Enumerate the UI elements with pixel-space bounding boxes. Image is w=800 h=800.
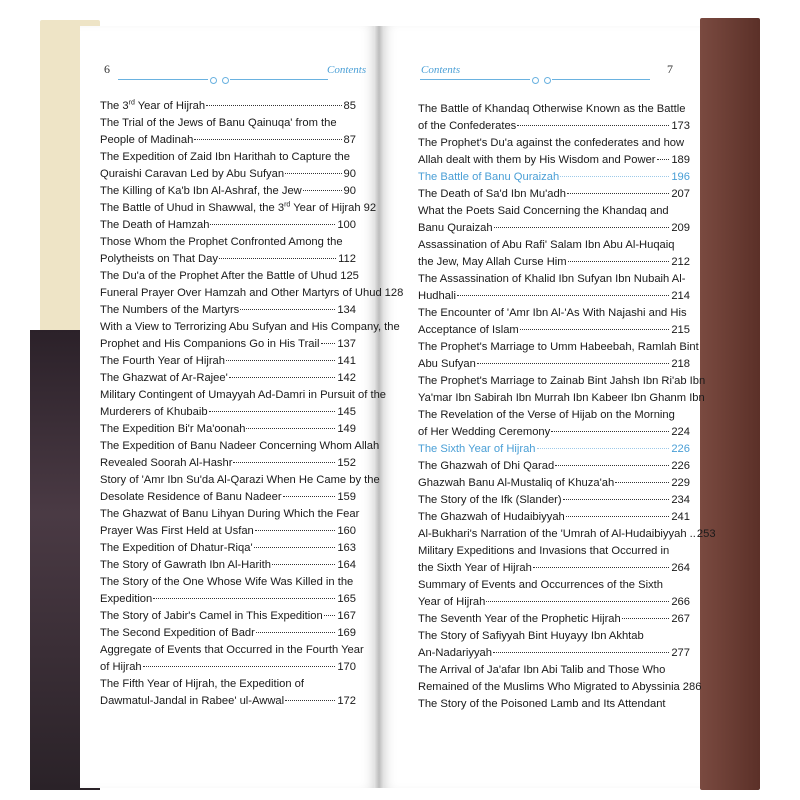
toc-entry-title-line: Allah dealt with them by His Wisdom and Power — [418, 154, 656, 166]
toc-entry-title-line: Acceptance of Islam — [418, 324, 519, 336]
right-contents-list — [418, 101, 716, 713]
toc-entry — [100, 319, 400, 353]
toc-entry — [100, 608, 356, 625]
toc-entry-title-line: The Ghazwah of Dhi Qarad — [418, 460, 555, 472]
toc-entry-title-line: The Ghazwah of Hudaibiyyah — [418, 511, 565, 523]
toc-entry — [100, 200, 377, 217]
left-contents-list — [100, 98, 404, 710]
toc-entry — [418, 203, 690, 237]
toc-entry — [100, 557, 356, 574]
toc-entry-title-line: The Story of Safiyyah Bint Huyayy Ibn Akhtab — [418, 630, 644, 642]
toc-page-number: 209 — [671, 222, 690, 234]
toc-entry-title-line: Year of Hijrah — [418, 596, 486, 608]
toc-entry-title-line: The Arrival of Ja'afar Ibn Abi Talib and Those Who — [418, 664, 666, 676]
toc-entry — [418, 271, 690, 305]
toc-entry-title-line: Those Whom the Prophet Confronted Among the — [100, 236, 343, 248]
dot-leader — [520, 329, 670, 330]
toc-entry-title-line: The Ghazwat of Banu Lihyan During Which the Fear — [100, 508, 360, 520]
toc-page-number: 267 — [671, 613, 690, 625]
toc-page-number: 128 — [384, 287, 404, 299]
toc-page-number: 264 — [671, 562, 690, 574]
toc-entry — [100, 217, 356, 234]
toc-entry — [100, 234, 356, 268]
toc-page-number: 164 — [337, 559, 356, 571]
toc-page-number: 134 — [337, 304, 356, 316]
toc-entry-title-line: of Her Wedding Ceremony — [418, 426, 551, 438]
dot-leader — [283, 496, 336, 497]
dot-leader — [143, 666, 336, 667]
toc-entry — [418, 339, 699, 373]
toc-entry — [100, 642, 364, 676]
toc-page-number: 207 — [671, 188, 690, 200]
toc-page-number: 286 — [682, 681, 702, 693]
toc-entry-title-line: Assassination of Abu Rafi' Salam Ibn Abu Al-Huqaiq — [418, 239, 675, 251]
toc-entry-title-line: The Numbers of the Martyrs — [100, 304, 240, 316]
toc-page-number: 165 — [337, 593, 356, 605]
toc-entry-title-line: Quraishi Caravan Led by Abu Sufyan — [100, 168, 285, 180]
toc-entry — [100, 98, 356, 115]
dot-leader — [226, 360, 335, 361]
toc-entry — [418, 458, 690, 475]
toc-entry — [418, 305, 690, 339]
toc-page-number: 212 — [671, 256, 690, 268]
toc-entry — [100, 387, 387, 421]
toc-page-number: 87 — [343, 134, 356, 146]
dot-leader — [555, 465, 669, 466]
toc-entry — [418, 475, 690, 492]
toc-page-number: 141 — [337, 355, 356, 367]
toc-entry-title-line: The Sixth Year of Hijrah — [418, 443, 536, 455]
toc-entry-title-line: The Story of the Poisoned Lamb and Its Attendant — [418, 698, 666, 710]
dot-leader — [457, 295, 669, 296]
toc-entry-title-line: The Death of Hamzah — [100, 219, 210, 231]
right-page-number: 7 — [667, 62, 673, 76]
toc-entry — [100, 676, 356, 710]
dot-leader — [285, 700, 335, 701]
toc-entry-title-line: Banu Quraizah — [418, 222, 493, 234]
toc-entry — [100, 353, 356, 370]
dot-leader — [494, 227, 670, 228]
toc-entry-title-line: The Trial of the Jews of Banu Qainuqa' from the — [100, 117, 337, 129]
dot-leader — [272, 564, 335, 565]
dot-leader — [657, 159, 670, 160]
toc-entry — [418, 509, 690, 526]
toc-page-number: 229 — [671, 477, 690, 489]
left-running-head: Contents — [327, 64, 367, 76]
toc-entry-title-line: the Jew, May Allah Curse Him — [418, 256, 567, 268]
toc-entry-title-line: Hudhali — [418, 290, 456, 302]
dot-leader — [567, 193, 669, 194]
dot-leader — [321, 343, 336, 344]
toc-entry-title-line: The Killing of Ka'b Ibn Al-Ashraf, the Jew — [100, 185, 302, 197]
toc-entry-title-line: The Expedition Bi'r Ma'oonah — [100, 423, 246, 435]
dot-leader — [622, 618, 670, 619]
toc-entry-title-line: The Seventh Year of the Prophetic Hijrah — [418, 613, 621, 625]
toc-entry-title-line: Al-Bukhari's Narration of the 'Umrah of Al-Hudaibiyyah .. — [418, 528, 696, 540]
toc-entry — [100, 183, 356, 200]
toc-entry-title-line: Revealed Soorah Al-Hashr — [100, 457, 233, 469]
toc-entry-title-line: The Story of Jabir's Camel in This Expedition — [100, 610, 323, 622]
toc-entry — [418, 611, 690, 628]
toc-entry — [418, 492, 690, 509]
left-header-ornament — [118, 76, 328, 84]
toc-entry-title-line: of Hijrah — [100, 661, 142, 673]
toc-page-number: 85 — [343, 100, 356, 112]
dot-leader — [551, 431, 669, 432]
toc-entry-title-line: the Sixth Year of Hijrah — [418, 562, 532, 574]
dot-leader — [615, 482, 669, 483]
toc-page-number: 224 — [671, 426, 690, 438]
dot-leader — [209, 411, 336, 412]
toc-entry — [100, 540, 356, 557]
toc-page-number: 145 — [337, 406, 356, 418]
toc-entry — [418, 186, 690, 203]
toc-entry-title-line: The Encounter of 'Amr Ibn Al-'As With Najashi and His — [418, 307, 687, 319]
dot-leader — [233, 462, 335, 463]
toc-entry-title-line: Abu Sufyan — [418, 358, 476, 370]
toc-entry-title-line: The Assassination of Khalid Ibn Sufyan Ibn Nubaih Al- — [418, 273, 686, 285]
toc-page-number: 241 — [671, 511, 690, 523]
dot-leader — [566, 516, 670, 517]
toc-entry-title-line: The Prophet's Du'a against the confederates and how — [418, 137, 685, 149]
toc-entry-title-line: Prayer Was First Held at Usfan — [100, 525, 254, 537]
dot-leader — [229, 377, 336, 378]
toc-entry-title-line: The Story of the One Whose Wife Was Killed in the — [100, 576, 354, 588]
toc-entry-title-line: Desolate Residence of Banu Nadeer — [100, 491, 282, 503]
toc-entry-title-line: The Fifth Year of Hijrah, the Expedition of — [100, 678, 304, 690]
toc-entry — [418, 662, 702, 696]
dot-leader — [240, 309, 335, 310]
toc-entry — [418, 696, 690, 713]
toc-page-number: 90 — [343, 168, 356, 180]
toc-entry — [100, 506, 360, 540]
toc-entry-title-line: Prophet and His Companions Go in His Trail — [100, 338, 320, 350]
toc-page-number: 125 — [340, 270, 359, 282]
dot-leader — [153, 598, 335, 599]
toc-page-number: 215 — [671, 324, 690, 336]
toc-page-number: 170 — [337, 661, 356, 673]
toc-entry-title-line: The Revelation of the Verse of Hijab on the Morning — [418, 409, 675, 421]
toc-page-number: 218 — [671, 358, 690, 370]
toc-section-heading — [418, 169, 690, 186]
dot-leader — [537, 448, 670, 449]
toc-page-number: 277 — [671, 647, 690, 659]
dot-leader — [493, 652, 669, 653]
book-gutter — [374, 26, 384, 788]
toc-page-number: 169 — [337, 627, 356, 639]
dot-leader — [285, 173, 341, 174]
toc-entry-title-line: The Ghazwat of Ar-Rajee' — [100, 372, 228, 384]
toc-entry — [100, 285, 404, 302]
dot-leader — [568, 261, 670, 262]
toc-entry-title-line: The Prophet's Marriage to Zainab Bint Jahsh Ibn Ri'ab Ibn — [418, 375, 706, 387]
toc-entry-title-line: An-Nadariyyah — [418, 647, 492, 659]
dot-leader — [560, 176, 669, 177]
toc-page-number: 173 — [671, 120, 690, 132]
toc-entry-title-line: Remained of the Muslims Who Migrated to Abyssinia — [418, 681, 680, 693]
book-cover-right-edge — [700, 18, 760, 790]
toc-section-heading — [418, 441, 690, 458]
toc-entry — [100, 302, 356, 319]
toc-page-number: 90 — [343, 185, 356, 197]
toc-entry-title-line: Funeral Prayer Over Hamzah and Other Martyrs of Uhud — [100, 287, 382, 299]
toc-entry-title-line: The Expedition of Zaid Ibn Harithah to Capture the — [100, 151, 351, 163]
toc-entry — [100, 421, 356, 438]
toc-page-number: 172 — [337, 695, 356, 707]
right-running-head: Contents — [421, 64, 461, 76]
toc-entry-title-line: Murderers of Khubaib — [100, 406, 208, 418]
toc-entry-title-line: What the Poets Said Concerning the Khandaq and — [418, 205, 669, 217]
toc-entry — [100, 574, 356, 608]
dot-leader — [533, 567, 670, 568]
toc-page-number: 189 — [671, 154, 690, 166]
toc-entry-title-line: Military Contingent of Umayyah Ad-Damri in Pursuit of the — [100, 389, 387, 401]
toc-entry-title-line: The Battle of Banu Quraizah — [418, 171, 560, 183]
dot-leader — [210, 224, 335, 225]
toc-entry — [418, 237, 690, 271]
dot-leader — [517, 125, 669, 126]
toc-entry-title-line: The Story of the Ifk (Slander) — [418, 494, 562, 506]
toc-page-number: 149 — [337, 423, 356, 435]
dot-leader — [563, 499, 670, 500]
toc-entry — [418, 101, 690, 135]
toc-page-number: 112 — [338, 253, 356, 265]
toc-page-number: 160 — [337, 525, 356, 537]
toc-entry-title-line: Expedition — [100, 593, 153, 605]
toc-entry-title-line: Military Expeditions and Invasions that Occurred in — [418, 545, 670, 557]
toc-entry — [100, 149, 356, 183]
toc-entry-title-line: Dawmatul-Jandal in Rabee' ul-Awwal — [100, 695, 285, 707]
toc-entry — [100, 268, 359, 285]
toc-entry — [100, 472, 380, 506]
toc-page-number: 214 — [671, 290, 690, 302]
toc-entry — [418, 373, 706, 441]
toc-entry-title-line: Ghazwah Banu Al-Mustaliq of Khuza'ah — [418, 477, 615, 489]
left-page-number: 6 — [104, 62, 110, 76]
toc-entry-title-line: People of Madinah — [100, 134, 194, 146]
toc-entry-title-line: Story of 'Amr Ibn Su'da Al-Qarazi When He Came by the — [100, 474, 380, 486]
toc-entry — [418, 526, 716, 543]
toc-entry-title-line: Aggregate of Events that Occurred in the Fourth Year — [100, 644, 364, 656]
toc-page-number: 163 — [337, 542, 356, 554]
toc-entry-title-line: The Death of Sa'd Ibn Mu'adh — [418, 188, 566, 200]
toc-entry-title-line: The Expedition of Banu Nadeer Concerning Whom Allah — [100, 440, 380, 452]
toc-entry-title-line: The Fourth Year of Hijrah — [100, 355, 225, 367]
toc-page-number: 234 — [671, 494, 690, 506]
toc-page-number: 159 — [337, 491, 356, 503]
toc-page-number: 92 — [363, 202, 377, 214]
toc-page-number: 226 — [671, 443, 690, 455]
toc-page-number: 137 — [337, 338, 356, 350]
right-header-ornament — [420, 76, 650, 84]
toc-page-number: 253 — [696, 528, 716, 540]
toc-entry-title-line: of the Confederates — [418, 120, 517, 132]
dot-leader — [256, 632, 335, 633]
toc-page-number: 142 — [337, 372, 356, 384]
toc-page-number: 167 — [337, 610, 356, 622]
toc-entry — [100, 438, 380, 472]
dot-leader — [486, 601, 669, 602]
toc-entry-title-line: The Prophet's Marriage to Umm Habeebah, Ramlah Bint — [418, 341, 699, 353]
dot-leader — [219, 258, 336, 259]
toc-entry — [100, 115, 356, 149]
toc-page-number: 100 — [337, 219, 356, 231]
toc-entry-title-line: The Story of Gawrath Ibn Al-Harith — [100, 559, 271, 571]
dot-leader — [194, 139, 341, 140]
toc-page-number: 152 — [337, 457, 356, 469]
toc-entry-title-line: The Battle of Khandaq Otherwise Known as the Battle — [418, 103, 686, 115]
toc-entry-title-line: The 3rd Year of Hijrah — [100, 99, 206, 112]
dot-leader — [255, 530, 336, 531]
dot-leader — [206, 105, 341, 106]
dot-leader — [477, 363, 669, 364]
dot-leader — [246, 428, 335, 429]
toc-page-number: 196 — [671, 171, 690, 183]
toc-entry-title-line: The Second Expedition of Badr — [100, 627, 255, 639]
toc-entry — [418, 543, 690, 577]
toc-entry-title-line: Ya'mar Ibn Sabirah Ibn Murrah Ibn Kabeer Ibn Ghanm Ibn — [418, 392, 705, 404]
toc-page-number: 266 — [671, 596, 690, 608]
toc-entry-title-line: Polytheists on That Day — [100, 253, 218, 265]
toc-entry-title-line: Summary of Events and Occurrences of the Sixth — [418, 579, 663, 591]
toc-entry-title-line: The Du'a of the Prophet After the Battle of Uhud — [100, 270, 338, 282]
toc-entry-title-line: With a View to Terrorizing Abu Sufyan and His Company, the — [100, 321, 400, 333]
dot-leader — [254, 547, 336, 548]
toc-entry-title-line: The Battle of Uhud in Shawwal, the 3rd Year of Hijrah — [100, 201, 361, 214]
toc-entry — [100, 625, 356, 642]
toc-entry — [418, 577, 690, 611]
toc-entry — [418, 628, 690, 662]
toc-page-number: 226 — [671, 460, 690, 472]
dot-leader — [303, 190, 342, 191]
toc-entry — [418, 135, 690, 169]
dot-leader — [324, 615, 336, 616]
toc-entry-title-line: The Expedition of Dhatur-Riqa' — [100, 542, 253, 554]
toc-entry — [100, 370, 356, 387]
